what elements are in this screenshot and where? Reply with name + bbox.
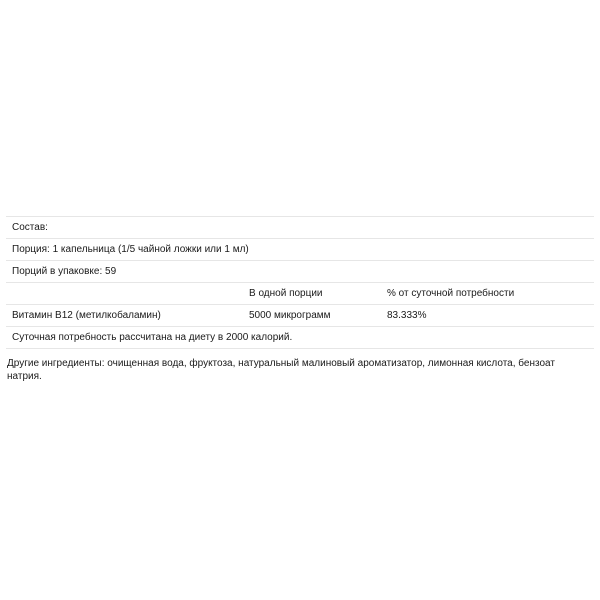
footnote-row [6,326,594,349]
servings-per-container: Порций в упаковке: 59 [12,266,117,277]
ingredient-amount: 5000 микрограмм [249,310,331,321]
composition-label: Состав: [12,222,48,233]
daily-value-header: % от суточной потребности [387,288,515,299]
table-row [6,304,594,326]
serving-size-row [6,238,594,260]
ingredient-name: Витамин B12 (метилкобаламин) [12,310,161,321]
servings-per-container-row [6,260,594,282]
composition-row [6,216,594,238]
daily-value-footnote: Суточная потребность рассчитана на диету в 2000 калорий. [12,332,293,343]
serving-size: Порция: 1 капельница (1/5 чайной ложки или 1 мл) [12,244,249,255]
ingredient-daily-value: 83.333% [387,310,427,321]
other-ingredients: Другие ингредиенты: очищенная вода, фруктоза, натуральный малиновый ароматизатор, лимонная кислота, бензоат натрия. [7,358,555,382]
table-header-row [6,282,594,304]
per-serving-header: В одной порции [249,288,323,299]
supplement-facts-table [6,216,594,383]
